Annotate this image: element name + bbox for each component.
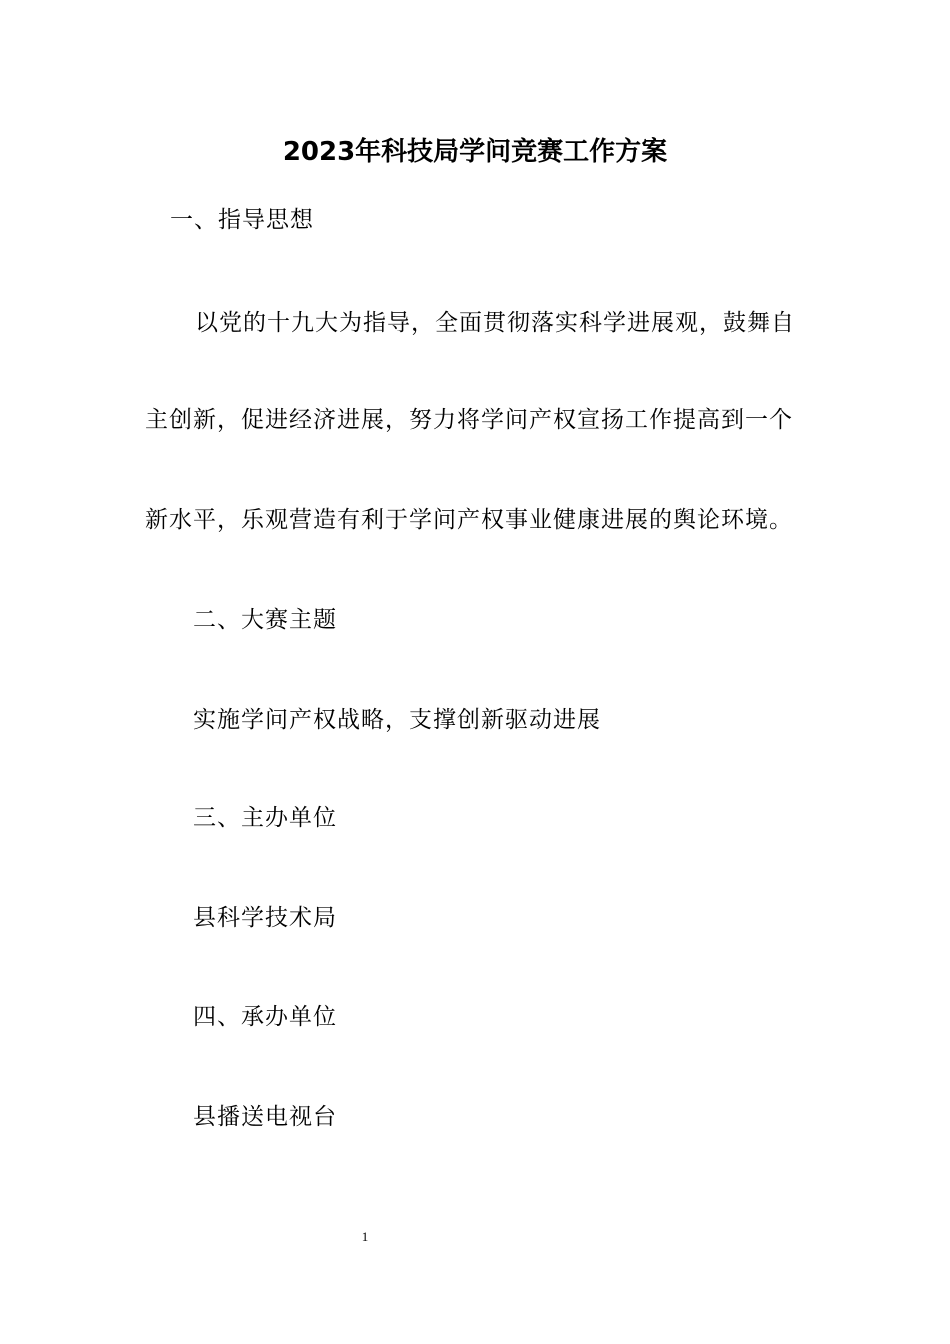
section-body-organizer: 县科学技术局 bbox=[193, 905, 337, 931]
section-heading-guiding-ideology: 一、指导思想 bbox=[170, 207, 314, 233]
paragraph-line: 新水平，乐观营造有利于学问产权事业健康进展的舆论环境。 bbox=[145, 507, 793, 533]
section-heading-organizer: 三、主办单位 bbox=[193, 805, 337, 831]
document-title: 2023年科技局学问竞赛工作方案 bbox=[282, 137, 668, 167]
paragraph-line: 以党的十九大为指导，全面贯彻落实科学进展观，鼓舞自 bbox=[195, 310, 795, 336]
section-body-co-organizer: 县播送电视台 bbox=[193, 1104, 337, 1130]
paragraph-line: 主创新，促进经济进展，努力将学问产权宣扬工作提高到一个 bbox=[145, 407, 793, 433]
page-number: 1 bbox=[361, 1229, 369, 1244]
section-body-theme: 实施学问产权战略，支撑创新驱动进展 bbox=[193, 707, 601, 733]
section-heading-theme: 二、大赛主题 bbox=[193, 607, 337, 633]
section-heading-co-organizer: 四、承办单位 bbox=[193, 1004, 337, 1030]
